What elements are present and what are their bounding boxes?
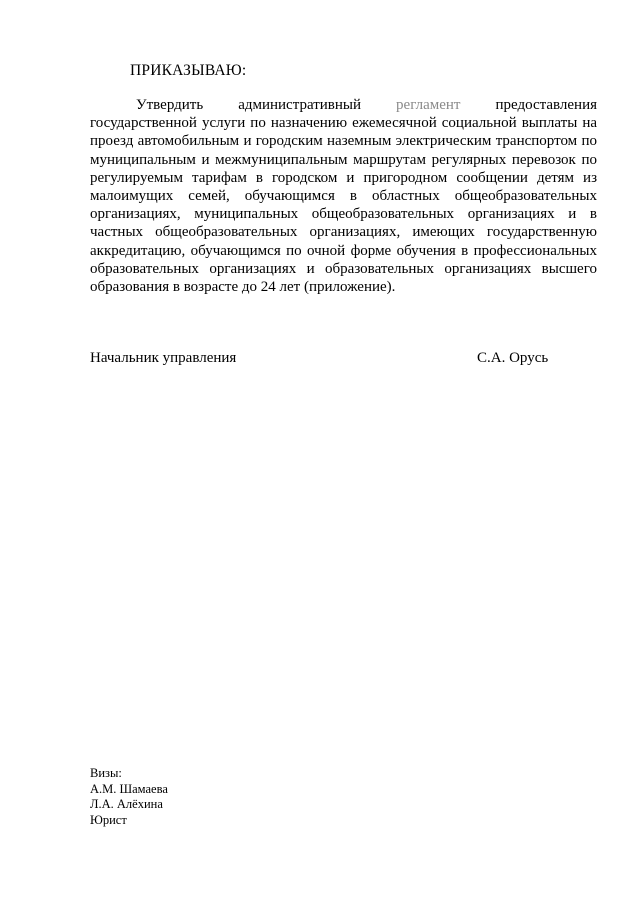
visa-person: Юрист — [90, 812, 127, 827]
signer-title: Начальник управления — [90, 350, 237, 366]
visa-person: А.М. Шамаева — [90, 781, 168, 796]
order-paragraph — [90, 96, 597, 296]
visas-label: Визы: — [90, 766, 122, 780]
paragraph-body: предоставления государственной услуги по назначению ежемесячной социальной выплаты на проезд автомобильным и городским наземным электрическим транспортом по муниципальным и межмуниципальным маршрутам регулярных перевозок по регулируемым тарифам в городском и пригородном сообщении детям из малоимущих семей, обучающимся в областных общеобразовательных организациях, муниципальных общеобразовательных организациях и в частных общеобразовательных организациях, имеющих государственную аккредитацию, обучающимся по очной форме обучения в профессиональных образовательных организациях и образовательных организациях высшего образования в возрасте до 24 лет (приложение). — [90, 97, 598, 296]
paragraph-lead: Утвердить административный — [136, 97, 397, 113]
visa-person: Л.А. Алёхина — [90, 797, 163, 811]
order-heading: ПРИКАЗЫВАЮ: — [130, 62, 247, 79]
signer-name: С.А. Орусь — [477, 350, 549, 366]
paragraph-highlight-word: регламент — [396, 97, 461, 113]
visas-block — [90, 766, 168, 828]
